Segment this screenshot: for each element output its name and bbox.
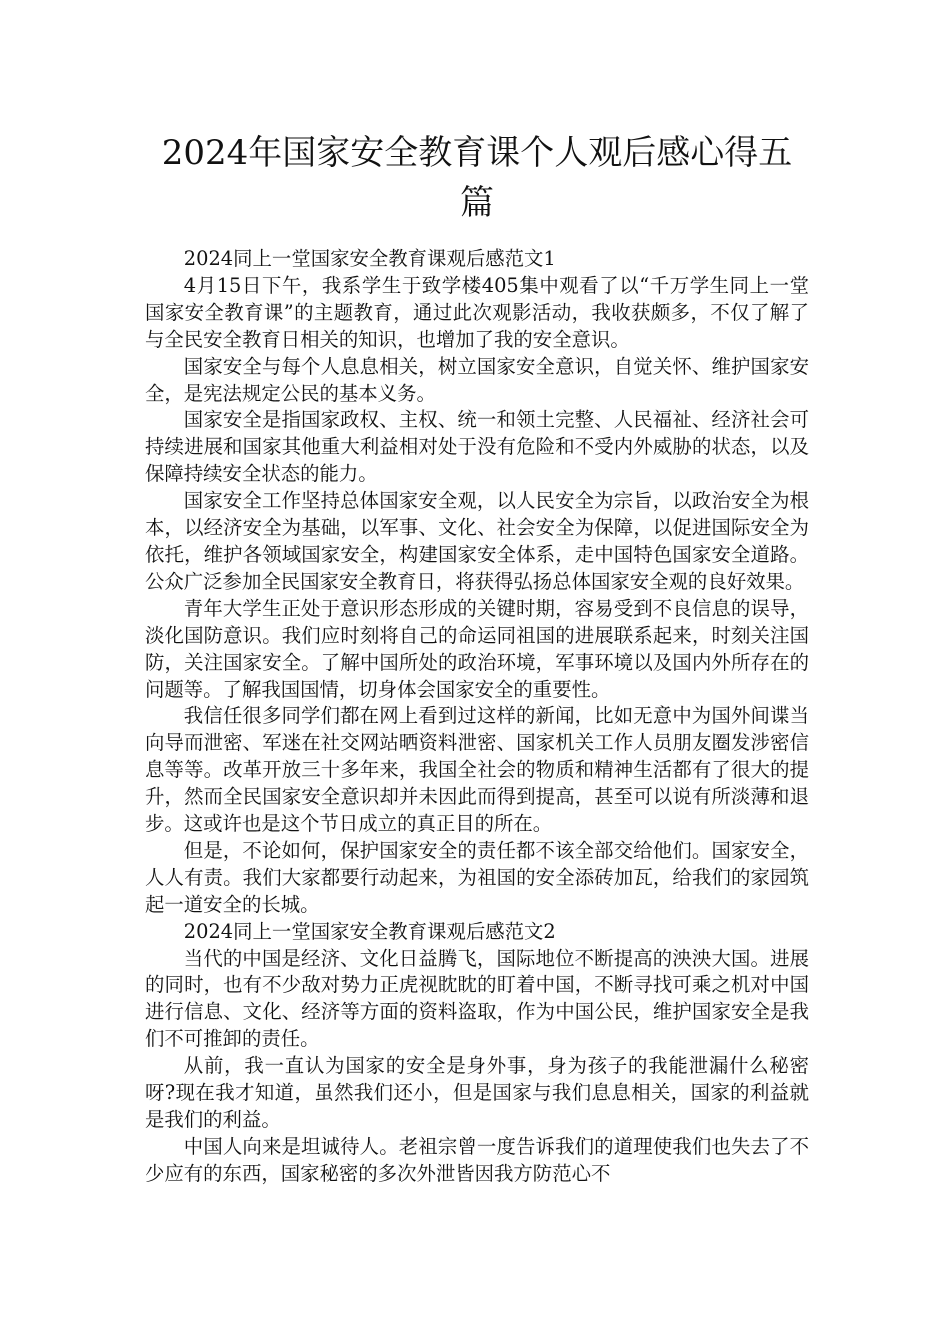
document-body (145, 246, 809, 1188)
section-heading: 2024同上一堂国家安全教育课观后感范文1 (183, 247, 556, 270)
body-paragraph: 我信任很多同学们都在网上看到过这样的新闻，比如无意中为国外间谍当向导而泄密、军迷在社交网站晒资料泄密、国家机关工作人员朋友圈发涉密信息等等。改革开放三十多年来，我国全社会的物质和精神生活都有了很大的提升，然而全民国家安全意识却并未因此而得到提高，甚至可以说有所淡薄和退步。这或许也是这个节日成立的真正目的所在。 (145, 704, 809, 836)
body-paragraph: 但是，不论如何，保护国家安全的责任都不该全部交给他们。国家安全，人人有责。我们大家都要行动起来，为祖国的安全添砖加瓦，给我们的家园筑起一道安全的长城。 (145, 838, 809, 916)
body-paragraph: 中国人向来是坦诚待人。老祖宗曾一度告诉我们的道理使我们也失去了不少应有的东西，国家秘密的多次外泄皆因我方防范心不 (145, 1134, 809, 1185)
document-page (145, 128, 809, 1188)
section-heading: 2024同上一堂国家安全教育课观后感范文2 (183, 919, 556, 943)
document-title: 2024年国家安全教育课个人观后感心得五篇 (161, 133, 793, 223)
body-paragraph: 4月15日下午，我系学生于致学楼405集中观看了以“千万学生同上一堂国家安全教育课”的主题教育，通过此次观影活动，我收获颇多，不仅了解了与全民安全教育日相关的知识，也增加了我的安全意识。 (145, 273, 809, 351)
body-paragraph: 从前，我一直认为国家的安全是身外事，身为孩子的我能泄漏什么秘密呀?现在我才知道，虽然我们还小，但是国家与我们息息相关，国家的利益就是我们的利益。 (145, 1054, 809, 1131)
body-paragraph: 国家安全是指国家政权、主权、统一和领土完整、人民福祉、经济社会可持续进展和国家其他重大利益相对处于没有危险和不受内外威胁的状态，以及保障持续安全状态的能力。 (145, 408, 809, 486)
body-paragraph: 国家安全工作坚持总体国家安全观，以人民安全为宗旨，以政治安全为根本，以经济安全为基础，以军事、文化、社会安全为保障，以促进国际安全为依托，维护各领域国家安全，构建国家安全体系，走中国特色国家安全道路。公众广泛参加全民国家安全教育日，将获得弘扬总体国家安全观的良好效果。 (145, 489, 809, 593)
body-paragraph: 青年大学生正处于意识形态形成的关键时期，容易受到不良信息的误导，淡化国防意识。我们应时刻将自己的命运同祖国的进展联系起来，时刻关注国防，关注国家安全。了解中国所处的政治环境，军事环境以及国内外所存在的问题等。了解我国国情，切身体会国家安全的重要性。 (145, 596, 809, 701)
body-paragraph: 国家安全与每个人息息相关，树立国家安全意识，自觉关怀、维护国家安全，是宪法规定公民的基本义务。 (145, 354, 809, 405)
body-paragraph: 当代的中国是经济、文化日益腾飞，国际地位不断提高的泱泱大国。进展的同时，也有不少敌对势力正虎视眈眈的盯着中国，不断寻找可乘之机对中国进行信息、文化、经济等方面的资料盗取，作为中国公民，维护国家安全是我们不可推卸的责任。 (145, 946, 809, 1051)
